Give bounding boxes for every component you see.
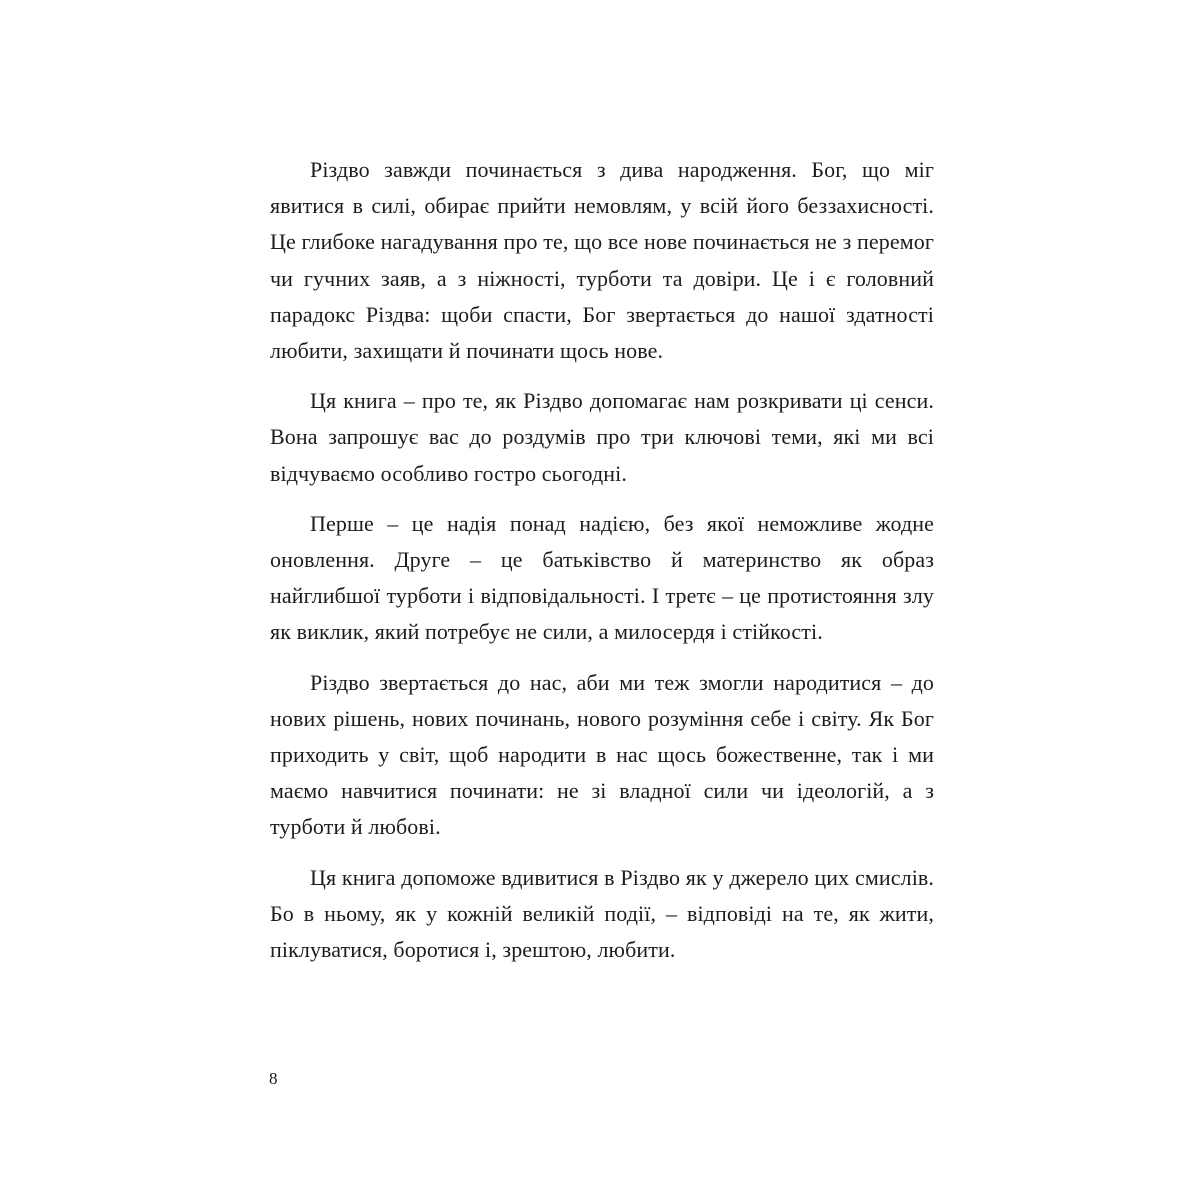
paragraph-2: Ця книга – про те, як Різдво допомагає нам розкривати ці сенси. Вона запрошує вас до роздумів про три ключові теми, які ми всі відчуваємо особливо гостро сьогодні. (270, 388, 934, 486)
paragraph-4: Різдво звертається до нас, аби ми теж змогли народитися – до нових рішень, нових починань, нового розуміння себе і світу. Як Бог приходить у світ, щоб народити в нас щось божественне, так і ми маємо навчитися починати: не зі владної сили чи ідеологій, а з турботи й любові. (270, 669, 934, 840)
paragraph-3: Перше – це надія понад надією, без якої неможливе жодне оновлення. Друге – це батьківство й материнство як образ найглибшої турботи і відповідальності. І третє – це протистояння злу як виклик, який потребує не сили, а милосердя і стійкості. (270, 510, 934, 645)
page-number: 8 (269, 1069, 278, 1088)
paragraph-5: Ця книга допоможе вдивитися в Різдво як у джерело цих смислів. Бо в ньому, як у кожній великій події, – відповіді на те, як жити, піклуватися, боротися і, зрештою, любити. (270, 864, 934, 963)
paragraph-1: Різдво завжди починається з дива народження. Бог, що міг явитися в силі, обирає прийти немовлям, у всій його беззахисності. Це глибоке нагадування про те, що все нове починається не з перемог чи гучних заяв, а з ніжності, турботи та довіри. Це і є головний парадокс Різдва: щоби спасти, Бог звертається до нашої здатності любити, захищати й починати щось нове. (270, 157, 934, 364)
body-text (270, 152, 934, 982)
